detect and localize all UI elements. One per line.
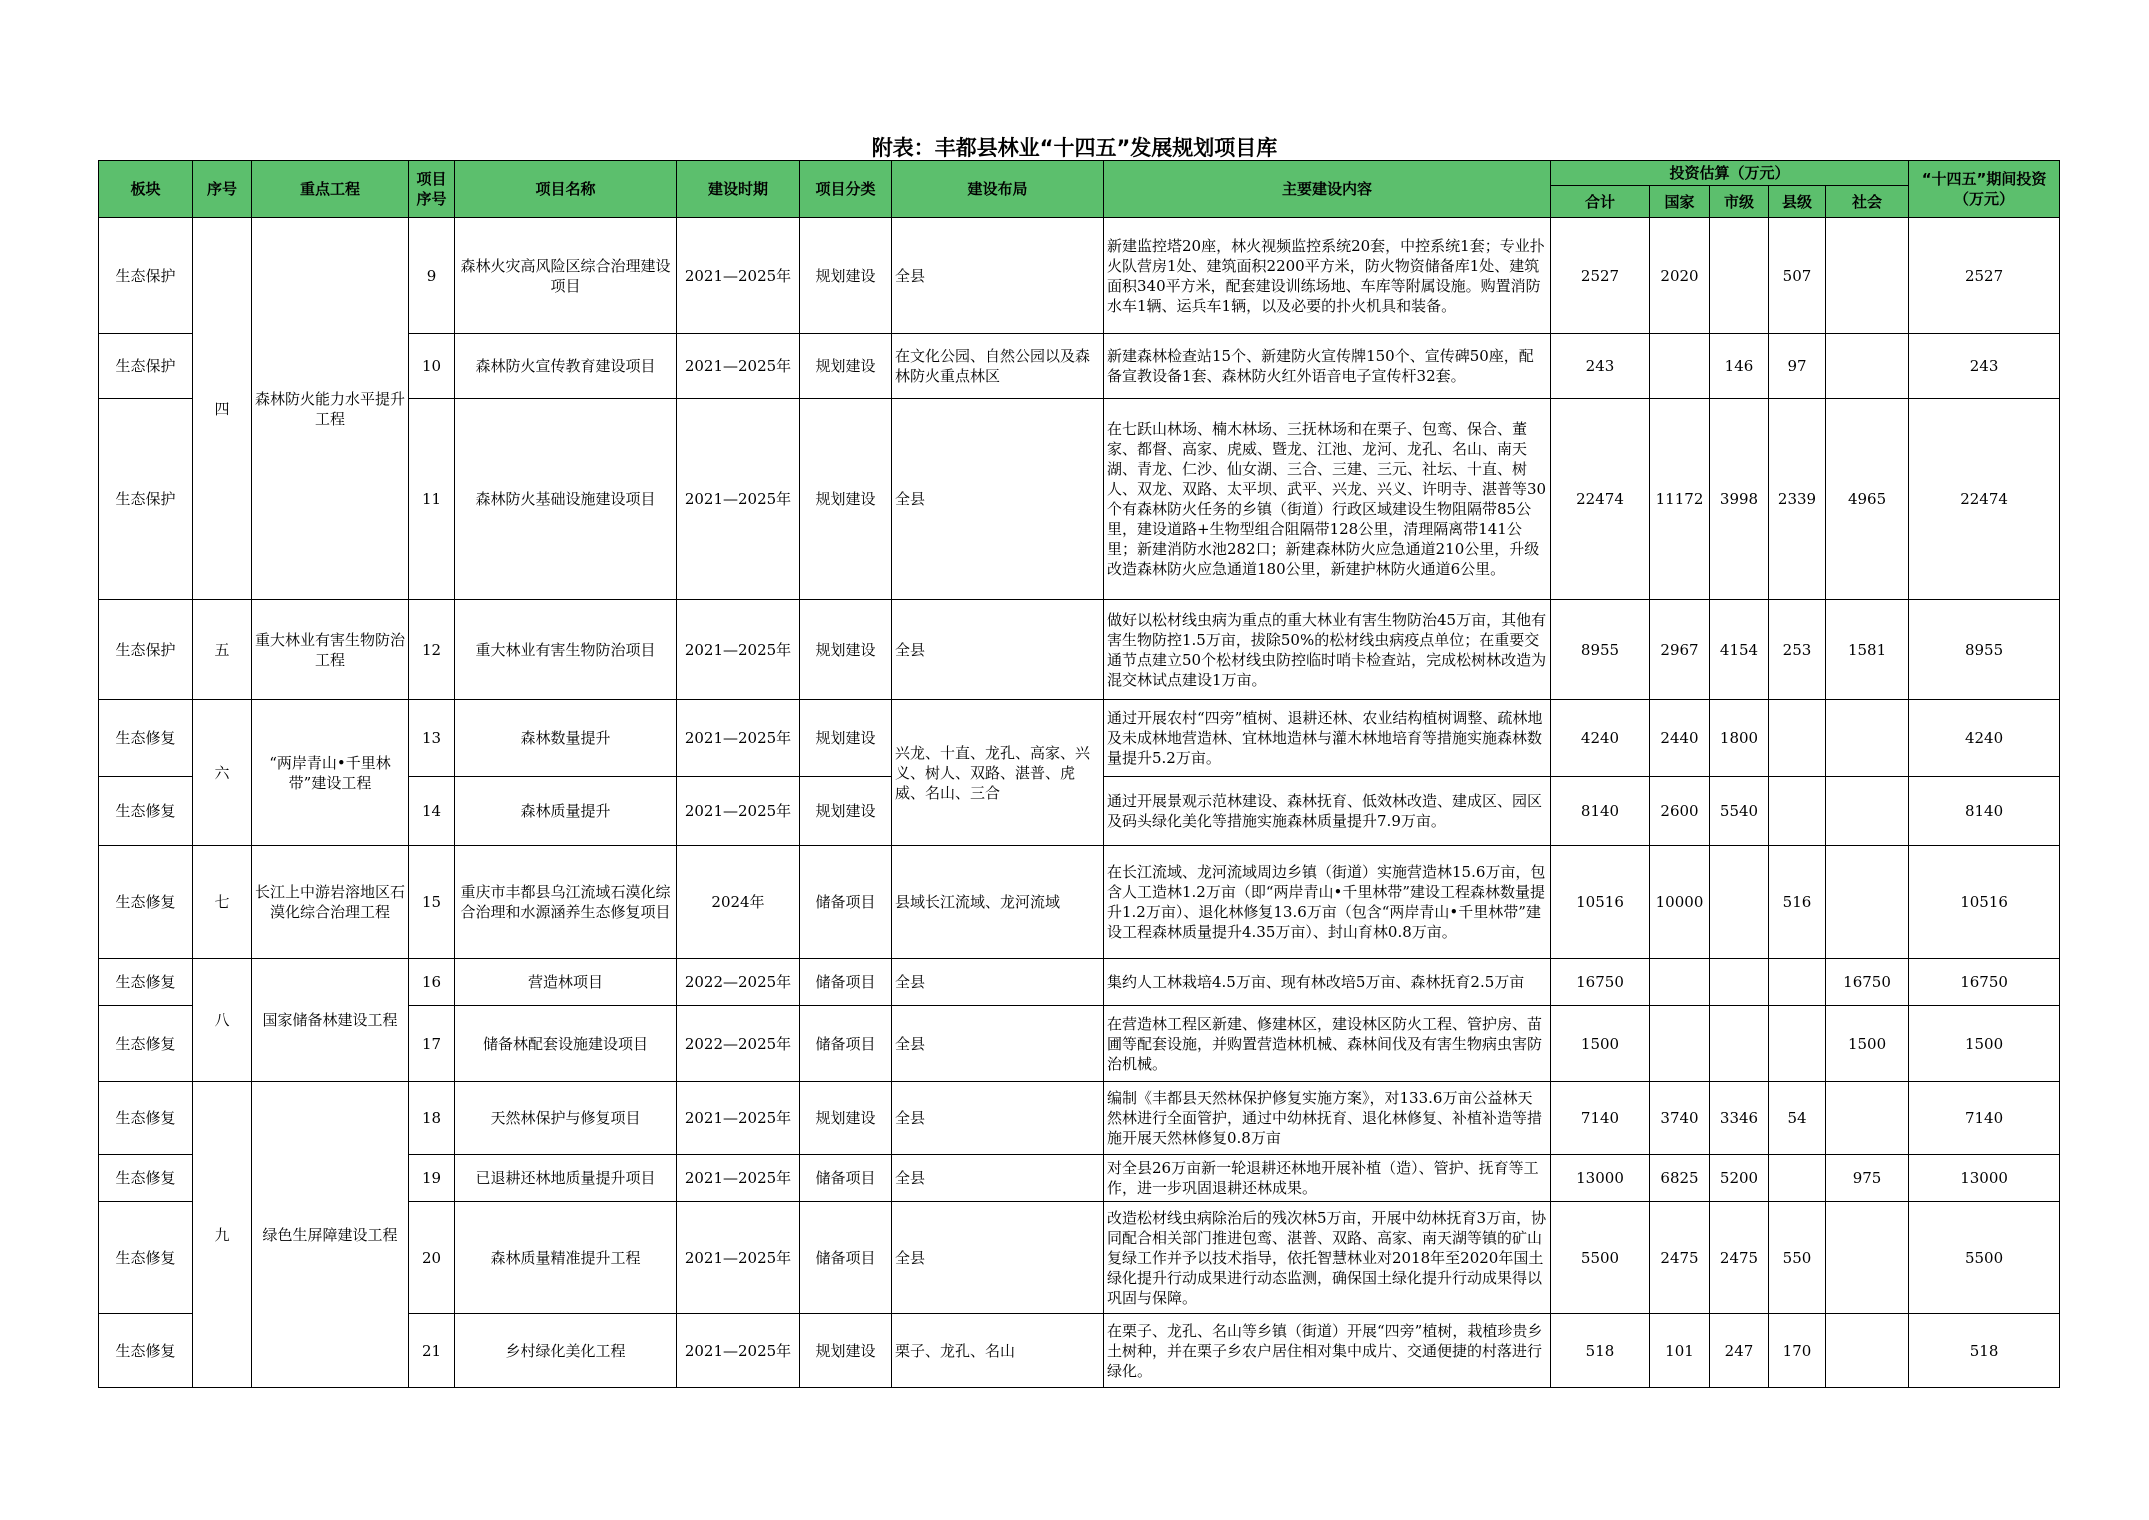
cell-layout: 全县: [892, 218, 1104, 334]
cell-total: 13000: [1551, 1155, 1650, 1202]
cell-society: 16750: [1826, 959, 1909, 1006]
cell-county: [1769, 1006, 1826, 1082]
cell-plan: 10516: [1909, 846, 2060, 959]
cell-sector: 生态修复: [99, 846, 193, 959]
header-item-no: 项目序号: [409, 161, 455, 218]
table-row: [99, 218, 2060, 334]
cell-county: [1769, 700, 1826, 777]
cell-item-no: 11: [409, 399, 455, 600]
cell-society: [1826, 334, 1909, 399]
cell-period: 2021—2025年: [677, 399, 800, 600]
cell-plan: 2527: [1909, 218, 2060, 334]
cell-period: 2021—2025年: [677, 1155, 800, 1202]
cell-city: 2475: [1710, 1202, 1769, 1314]
cell-county: 253: [1769, 600, 1826, 700]
cell-category: 规划建设: [800, 334, 892, 399]
header-layout: 建设布局: [892, 161, 1104, 218]
cell-layout: 在文化公园、自然公园以及森林防火重点林区: [892, 334, 1104, 399]
cell-layout: 全县: [892, 399, 1104, 600]
cell-item-no: 18: [409, 1082, 455, 1155]
cell-total: 16750: [1551, 959, 1650, 1006]
cell-sector: 生态修复: [99, 777, 193, 846]
cell-name: 森林质量提升: [455, 777, 677, 846]
cell-plan: 8955: [1909, 600, 2060, 700]
cell-county: 507: [1769, 218, 1826, 334]
cell-period: 2021—2025年: [677, 777, 800, 846]
table-row: [99, 600, 2060, 700]
cell-total: 5500: [1551, 1202, 1650, 1314]
cell-total: 4240: [1551, 700, 1650, 777]
cell-society: [1826, 218, 1909, 334]
cell-seq: 五: [193, 600, 252, 700]
cell-content: 集约人工林栽培4.5万亩、现有林改培5万亩、森林抚育2.5万亩: [1104, 959, 1551, 1006]
cell-city: 3998: [1710, 399, 1769, 600]
header-sector: 板块: [99, 161, 193, 218]
cell-period: 2021—2025年: [677, 600, 800, 700]
cell-key-project: “两岸青山•千里林带”建设工程: [252, 700, 409, 846]
cell-city: 5200: [1710, 1155, 1769, 1202]
cell-sector: 生态修复: [99, 1155, 193, 1202]
cell-county: [1769, 959, 1826, 1006]
cell-city: [1710, 1006, 1769, 1082]
cell-county: 54: [1769, 1082, 1826, 1155]
cell-national: 2967: [1650, 600, 1710, 700]
cell-item-no: 16: [409, 959, 455, 1006]
cell-total: 2527: [1551, 218, 1650, 334]
cell-national: 10000: [1650, 846, 1710, 959]
cell-plan: 243: [1909, 334, 2060, 399]
header-total: 合计: [1551, 186, 1650, 218]
cell-plan: 4240: [1909, 700, 2060, 777]
cell-layout: 全县: [892, 1082, 1104, 1155]
cell-society: [1826, 700, 1909, 777]
table-row: [99, 1082, 2060, 1155]
cell-county: 2339: [1769, 399, 1826, 600]
header-county: 县级: [1769, 186, 1826, 218]
cell-total: 518: [1551, 1314, 1650, 1388]
cell-name: 乡村绿化美化工程: [455, 1314, 677, 1388]
cell-plan: 7140: [1909, 1082, 2060, 1155]
cell-layout: 全县: [892, 1202, 1104, 1314]
cell-layout: 全县: [892, 959, 1104, 1006]
cell-seq: 六: [193, 700, 252, 846]
cell-period: 2021—2025年: [677, 218, 800, 334]
cell-period: 2021—2025年: [677, 1314, 800, 1388]
cell-item-no: 21: [409, 1314, 455, 1388]
cell-sector: 生态保护: [99, 600, 193, 700]
cell-period: 2024年: [677, 846, 800, 959]
cell-content: 通过开展农村“四旁”植树、退耕还林、农业结构植树调整、疏林地及未成林地营造林、宜林地造林与灌木林地培育等措施实施森林数量提升5.2万亩。: [1104, 700, 1551, 777]
cell-society: [1826, 1082, 1909, 1155]
cell-total: 7140: [1551, 1082, 1650, 1155]
cell-national: 3740: [1650, 1082, 1710, 1155]
cell-seq: 九: [193, 1082, 252, 1388]
cell-national: 2440: [1650, 700, 1710, 777]
cell-county: [1769, 1155, 1826, 1202]
cell-item-no: 19: [409, 1155, 455, 1202]
cell-content: 改造松材线虫病除治后的残次林5万亩，开展中幼林抚育3万亩，协同配合相关部门推进包鸾、湛普、双路、高家、南天湖等镇的矿山复绿工作并予以技术指导，依托智慧林业对2018年至2020年国土绿化提升行动成果进行动态监测，确保国土绿化提升行动成果得以巩固与保障。: [1104, 1202, 1551, 1314]
header-name: 项目名称: [455, 161, 677, 218]
page-title: 附表：丰都县林业“十四五”发展规划项目库: [871, 136, 1278, 160]
cell-plan: 16750: [1909, 959, 2060, 1006]
cell-category: 储备项目: [800, 846, 892, 959]
cell-society: [1826, 777, 1909, 846]
cell-city: 146: [1710, 334, 1769, 399]
cell-content: 对全县26万亩新一轮退耕还林地开展补植（造）、管护、抚育等工作，进一步巩固退耕还林成果。: [1104, 1155, 1551, 1202]
cell-category: 储备项目: [800, 959, 892, 1006]
cell-layout: 栗子、龙孔、名山: [892, 1314, 1104, 1388]
cell-category: 储备项目: [800, 1202, 892, 1314]
cell-category: 规划建设: [800, 218, 892, 334]
cell-content: 做好以松材线虫病为重点的重大林业有害生物防治45万亩，其他有害生物防控1.5万亩，拔除50%的松材线虫病疫点单位；在重要交通节点建立50个松材线虫防控临时哨卡检查站，完成松树林改造为混交林试点建设1万亩。: [1104, 600, 1551, 700]
cell-name: 已退耕还林地质量提升项目: [455, 1155, 677, 1202]
cell-city: 1800: [1710, 700, 1769, 777]
cell-item-no: 15: [409, 846, 455, 959]
cell-seq: 四: [193, 218, 252, 600]
cell-content: 在栗子、龙孔、名山等乡镇（街道）开展“四旁”植树，栽植珍贵乡土树种，并在栗子乡农户居住相对集中成片、交通便捷的村落进行绿化。: [1104, 1314, 1551, 1388]
cell-name: 重大林业有害生物防治项目: [455, 600, 677, 700]
cell-category: 规划建设: [800, 600, 892, 700]
cell-sector: 生态保护: [99, 334, 193, 399]
cell-city: 3346: [1710, 1082, 1769, 1155]
cell-city: 247: [1710, 1314, 1769, 1388]
cell-national: [1650, 1006, 1710, 1082]
cell-county: 97: [1769, 334, 1826, 399]
cell-county: 516: [1769, 846, 1826, 959]
cell-national: [1650, 334, 1710, 399]
cell-name: 森林火灾高风险区综合治理建设项目: [455, 218, 677, 334]
cell-category: 储备项目: [800, 1155, 892, 1202]
header-key-project: 重点工程: [252, 161, 409, 218]
header-seq: 序号: [193, 161, 252, 218]
cell-period: 2021—2025年: [677, 1082, 800, 1155]
cell-layout: 兴龙、十直、龙孔、高家、兴义、树人、双路、湛普、虎威、名山、三合: [892, 700, 1104, 846]
header-investment: 投资估算（万元）: [1551, 161, 1909, 186]
cell-sector: 生态修复: [99, 700, 193, 777]
header-period: 建设时期: [677, 161, 800, 218]
cell-layout: 全县: [892, 1155, 1104, 1202]
cell-plan: 518: [1909, 1314, 2060, 1388]
cell-national: 2475: [1650, 1202, 1710, 1314]
cell-national: 2020: [1650, 218, 1710, 334]
cell-name: 营造林项目: [455, 959, 677, 1006]
cell-total: 8140: [1551, 777, 1650, 846]
cell-county: 550: [1769, 1202, 1826, 1314]
cell-period: 2021—2025年: [677, 1202, 800, 1314]
table-row: [99, 700, 2060, 777]
cell-total: 1500: [1551, 1006, 1650, 1082]
cell-item-no: 20: [409, 1202, 455, 1314]
cell-national: [1650, 959, 1710, 1006]
cell-national: 6825: [1650, 1155, 1710, 1202]
cell-period: 2021—2025年: [677, 700, 800, 777]
cell-county: [1769, 777, 1826, 846]
table-row: [99, 959, 2060, 1006]
cell-plan: 13000: [1909, 1155, 2060, 1202]
cell-society: 1500: [1826, 1006, 1909, 1082]
cell-period: 2022—2025年: [677, 1006, 800, 1082]
cell-total: 243: [1551, 334, 1650, 399]
cell-content: 编制《丰都县天然林保护修复实施方案》，对133.6万亩公益林天然林进行全面管护，通过中幼林抚育、退化林修复、补植补造等措施开展天然林修复0.8万亩: [1104, 1082, 1551, 1155]
cell-society: [1826, 846, 1909, 959]
cell-layout: 全县: [892, 1006, 1104, 1082]
cell-seq: 八: [193, 959, 252, 1082]
cell-national: 101: [1650, 1314, 1710, 1388]
header-content: 主要建设内容: [1104, 161, 1551, 218]
cell-item-no: 9: [409, 218, 455, 334]
cell-national: 11172: [1650, 399, 1710, 600]
cell-key-project: 重大林业有害生物防治工程: [252, 600, 409, 700]
cell-sector: 生态保护: [99, 218, 193, 334]
cell-content: 在长江流域、龙河流域周边乡镇（街道）实施营造林15.6万亩，包含人工造林1.2万亩（即“两岸青山•千里林带”建设工程森林数量提升1.2万亩）、退化林修复13.6万亩（包含“两岸青山•千里林带”建设工程森林质量提升4.35万亩）、封山育林0.8万亩。: [1104, 846, 1551, 959]
cell-category: 规划建设: [800, 777, 892, 846]
cell-sector: 生态保护: [99, 399, 193, 600]
cell-society: 4965: [1826, 399, 1909, 600]
cell-layout: 全县: [892, 600, 1104, 700]
cell-total: 8955: [1551, 600, 1650, 700]
cell-category: 规划建设: [800, 700, 892, 777]
cell-key-project: 长江上中游岩溶地区石漠化综合治理工程: [252, 846, 409, 959]
cell-period: 2022—2025年: [677, 959, 800, 1006]
cell-city: [1710, 218, 1769, 334]
cell-plan: 22474: [1909, 399, 2060, 600]
cell-sector: 生态修复: [99, 1006, 193, 1082]
header-city: 市级: [1710, 186, 1769, 218]
cell-plan: 1500: [1909, 1006, 2060, 1082]
cell-key-project: 森林防火能力水平提升工程: [252, 218, 409, 600]
cell-category: 规划建设: [800, 1314, 892, 1388]
header-category: 项目分类: [800, 161, 892, 218]
cell-key-project: 绿色生屏障建设工程: [252, 1082, 409, 1388]
cell-key-project: 国家储备林建设工程: [252, 959, 409, 1082]
cell-content: 通过开展景观示范林建设、森林抚育、低效林改造、建成区、园区及码头绿化美化等措施实施森林质量提升7.9万亩。: [1104, 777, 1551, 846]
cell-name: 森林质量精准提升工程: [455, 1202, 677, 1314]
header-plan-invest: “十四五”期间投资（万元）: [1909, 161, 2060, 218]
cell-item-no: 12: [409, 600, 455, 700]
cell-sector: 生态修复: [99, 1202, 193, 1314]
cell-county: 170: [1769, 1314, 1826, 1388]
cell-sector: 生态修复: [99, 959, 193, 1006]
cell-plan: 5500: [1909, 1202, 2060, 1314]
cell-layout: 县域长江流域、龙河流域: [892, 846, 1104, 959]
cell-item-no: 13: [409, 700, 455, 777]
cell-name: 天然林保护与修复项目: [455, 1082, 677, 1155]
cell-sector: 生态修复: [99, 1082, 193, 1155]
cell-sector: 生态修复: [99, 1314, 193, 1388]
cell-period: 2021—2025年: [677, 334, 800, 399]
cell-item-no: 14: [409, 777, 455, 846]
header-national: 国家: [1650, 186, 1710, 218]
cell-city: 4154: [1710, 600, 1769, 700]
cell-society: 1581: [1826, 600, 1909, 700]
cell-name: 重庆市丰都县乌江流域石漠化综合治理和水源涵养生态修复项目: [455, 846, 677, 959]
cell-city: [1710, 846, 1769, 959]
cell-name: 森林防火基础设施建设项目: [455, 399, 677, 600]
cell-name: 储备林配套设施建设项目: [455, 1006, 677, 1082]
cell-total: 22474: [1551, 399, 1650, 600]
cell-content: 在七跃山林场、楠木林场、三抚林场和在栗子、包鸾、保合、董家、都督、高家、虎威、暨龙、江池、龙河、龙孔、名山、南天湖、青龙、仁沙、仙女湖、三合、三建、三元、社坛、十直、树人、双龙、双路、太平坝、武平、兴龙、兴义、许明寺、湛普等30个有森林防火任务的乡镇（街道）行政区域建设生物阻隔带85公里，建设道路+生物型组合阻隔带128公里，清理隔离带141公里；新建消防水池282口；新建森林防火应急通道210公里，升级改造森林防火应急通道180公里，新建护林防火通道6公里。: [1104, 399, 1551, 600]
cell-item-no: 10: [409, 334, 455, 399]
cell-content: 新建森林检查站15个、新建防火宣传牌150个、宣传碑50座，配备宣教设备1套、森林防火红外语音电子宣传杆32套。: [1104, 334, 1551, 399]
cell-category: 规划建设: [800, 1082, 892, 1155]
cell-national: 2600: [1650, 777, 1710, 846]
cell-city: [1710, 959, 1769, 1006]
cell-city: 5540: [1710, 777, 1769, 846]
cell-total: 10516: [1551, 846, 1650, 959]
cell-content: 在营造林工程区新建、修建林区，建设林区防火工程、管护房、苗圃等配套设施，并购置营造林机械、森林间伐及有害生物病虫害防治机械。: [1104, 1006, 1551, 1082]
cell-item-no: 17: [409, 1006, 455, 1082]
cell-society: 975: [1826, 1155, 1909, 1202]
header-society: 社会: [1826, 186, 1909, 218]
cell-name: 森林数量提升: [455, 700, 677, 777]
table-row: [99, 846, 2060, 959]
cell-content: 新建监控塔20座，林火视频监控系统20套，中控系统1套；专业扑火队营房1处、建筑面积2200平方米，防火物资储备库1处、建筑面积340平方米，配套建设训练场地、车库等附属设施。购置消防水车1辆、运兵车1辆，以及必要的扑火机具和装备。: [1104, 218, 1551, 334]
cell-name: 森林防火宣传教育建设项目: [455, 334, 677, 399]
cell-society: [1826, 1314, 1909, 1388]
cell-society: [1826, 1202, 1909, 1314]
project-table: [98, 160, 2060, 1388]
cell-category: 储备项目: [800, 1006, 892, 1082]
cell-seq: 七: [193, 846, 252, 959]
cell-category: 规划建设: [800, 399, 892, 600]
cell-plan: 8140: [1909, 777, 2060, 846]
